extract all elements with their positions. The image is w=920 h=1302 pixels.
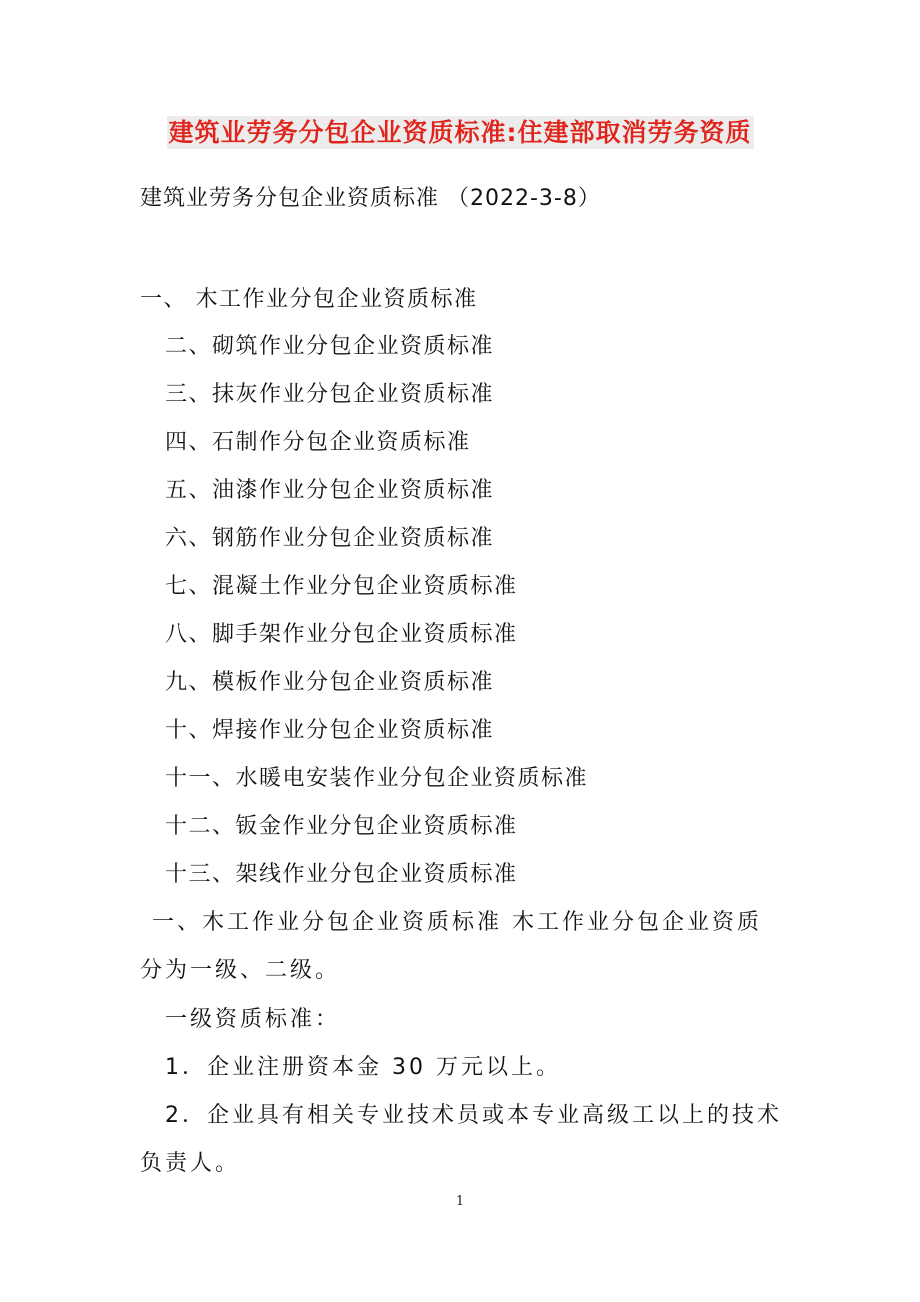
- list-item: 1．企业注册资本金 30 万元以上。: [165, 1055, 561, 1080]
- toc-item: 八、脚手架作业分包企业资质标准: [165, 622, 518, 647]
- toc-item: 七、混凝土作业分包企业资质标准: [165, 574, 518, 599]
- toc-item: 一、 木工作业分包企业资质标准: [140, 287, 478, 312]
- list-item-continuation: 负责人。: [140, 1151, 241, 1176]
- page-number: 1: [455, 1194, 465, 1209]
- toc-item: 十二、钣金作业分包企业资质标准: [165, 814, 518, 839]
- toc-item: 五、油漆作业分包企业资质标准: [165, 478, 495, 503]
- toc-item: 四、石制作分包企业资质标准: [165, 430, 471, 455]
- list-item: 2．企业具有相关专业技术员或本专业高级工以上的技术: [165, 1103, 782, 1128]
- toc-item: 二、砌筑作业分包企业资质标准: [165, 334, 495, 359]
- paragraph-line: 一、木工作业分包企业资质标准 木工作业分包企业资质: [152, 910, 762, 935]
- toc-item: 九、模板作业分包企业资质标准: [165, 670, 495, 695]
- toc-item: 三、抹灰作业分包企业资质标准: [165, 382, 495, 407]
- paragraph-line: 分为一级、二级。: [140, 958, 341, 983]
- document-subtitle: 建筑业劳务分包企业资质标准 （2022-3-8）: [140, 186, 601, 211]
- toc-item: 十一、水暖电安装作业分包企业资质标准: [165, 766, 589, 791]
- toc-item: 十三、架线作业分包企业资质标准: [165, 862, 518, 887]
- toc-item: 十、焊接作业分包企业资质标准: [165, 718, 495, 743]
- toc-item: 六、钢筋作业分包企业资质标准: [165, 526, 495, 551]
- section-heading: 一级资质标准：: [165, 1007, 341, 1032]
- document-title: [0, 113, 920, 149]
- document-title-text: 建筑业劳务分包企业资质标准:住建部取消劳务资质: [168, 118, 752, 147]
